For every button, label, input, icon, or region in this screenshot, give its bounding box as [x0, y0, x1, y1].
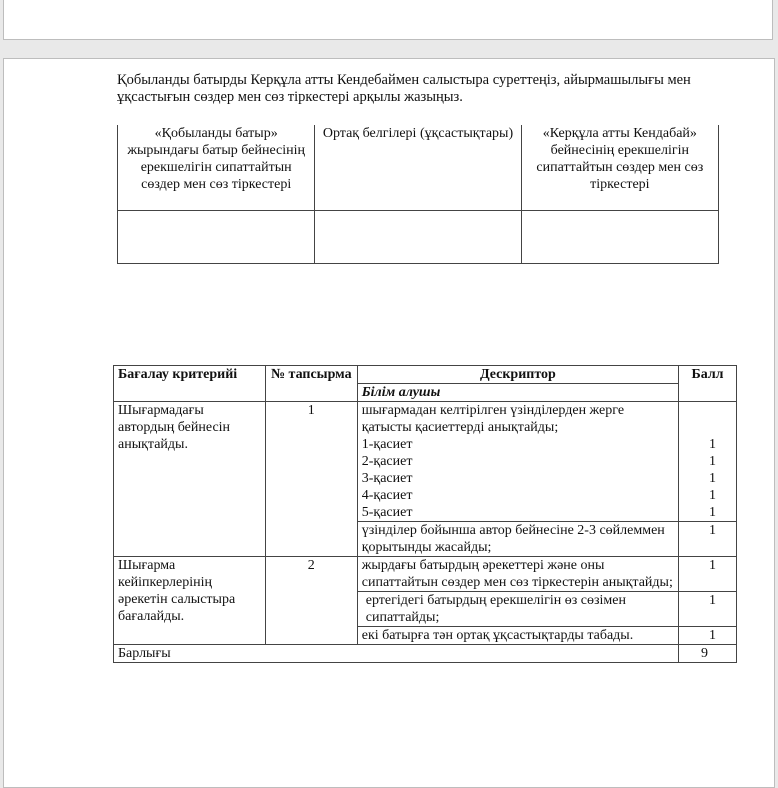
quality-item: 4-қасиет	[361, 488, 413, 503]
task-no-1: 1	[265, 402, 357, 557]
descriptor-2-2: ертегідегі батырдың ерекшелігін өз сөзімен сипаттайды;	[357, 592, 678, 627]
task-no-2: 2	[265, 557, 357, 645]
quality-item: 2-қасиет	[361, 454, 413, 469]
descriptor-subheader: Білім алушы	[357, 384, 678, 402]
total-label: Барлығы	[114, 645, 679, 663]
point-value: 1	[709, 505, 716, 520]
header-points: Балл	[679, 366, 737, 402]
points-1-2: 1	[679, 522, 737, 557]
quality-item: 5-қасиет	[361, 505, 413, 520]
comparison-table	[117, 125, 719, 264]
compare-answer-cell	[521, 211, 718, 264]
quality-item: 1-қасиет	[361, 437, 413, 452]
point-value: 1	[709, 454, 716, 469]
compare-col-common: Ортақ белгілері (ұқсастықтары)	[315, 125, 521, 211]
descriptor-2-3: екі батырға тән ортақ ұқсастықтарды табады.	[357, 627, 678, 645]
point-value: 1	[709, 471, 716, 486]
descriptor-1-2: үзінділер бойынша автор бейнесіне 2-3 сөйлеммен қорытынды жасайды;	[357, 522, 678, 557]
header-criterion: Бағалау критерийі	[114, 366, 266, 402]
total-points: 9	[679, 645, 737, 663]
descriptor-1-1	[357, 402, 678, 522]
compare-answer-cell	[118, 211, 315, 264]
descriptor-text: шығармадан келтірілген үзінділерден жерге қатысты қасиеттерді анықтайды;	[361, 403, 625, 435]
points-1-1	[679, 402, 737, 522]
header-descriptor: Дескриптор	[357, 366, 678, 384]
criterion-2: Шығарма кейіпкерлерінің әрекетін салыстыра бағалайды.	[114, 557, 266, 645]
header-task-no: № тапсырма	[265, 366, 357, 402]
compare-col-qobylandy: «Қобыланды батыр» жырындағы батыр бейнесінің ерекшелігін сипаттайтын сөздер мен сөз тіркестері	[118, 125, 315, 211]
points-2-1: 1	[679, 557, 737, 592]
point-value: 1	[709, 488, 716, 503]
previous-page	[3, 0, 773, 40]
points-2-2: 1	[679, 592, 737, 627]
compare-answer-cell	[315, 211, 521, 264]
points-2-3: 1	[679, 627, 737, 645]
assessment-rubric-table	[113, 365, 737, 663]
criterion-1: Шығармадағы автордың бейнесін анықтайды.	[114, 402, 266, 557]
descriptor-2-1: жырдағы батырдың әрекеттері және оны сипаттайтын сөздер мен сөз тіркестерін анықтайды;	[357, 557, 678, 592]
compare-col-kendebay: «Керқұла атты Кендабай» бейнесінің ерекшелігін сипаттайтын сөздер мен сөз тіркестері	[521, 125, 718, 211]
task-instruction: Қобыланды батырды Керқұла атты Кендебаймен салыстыра суреттеңіз, айырмашылығы мен ұқсастығын сөздер мен сөз тіркестері арқылы жазыңыз.	[117, 72, 691, 105]
point-value: 1	[709, 437, 716, 452]
quality-item: 3-қасиет	[361, 471, 413, 486]
